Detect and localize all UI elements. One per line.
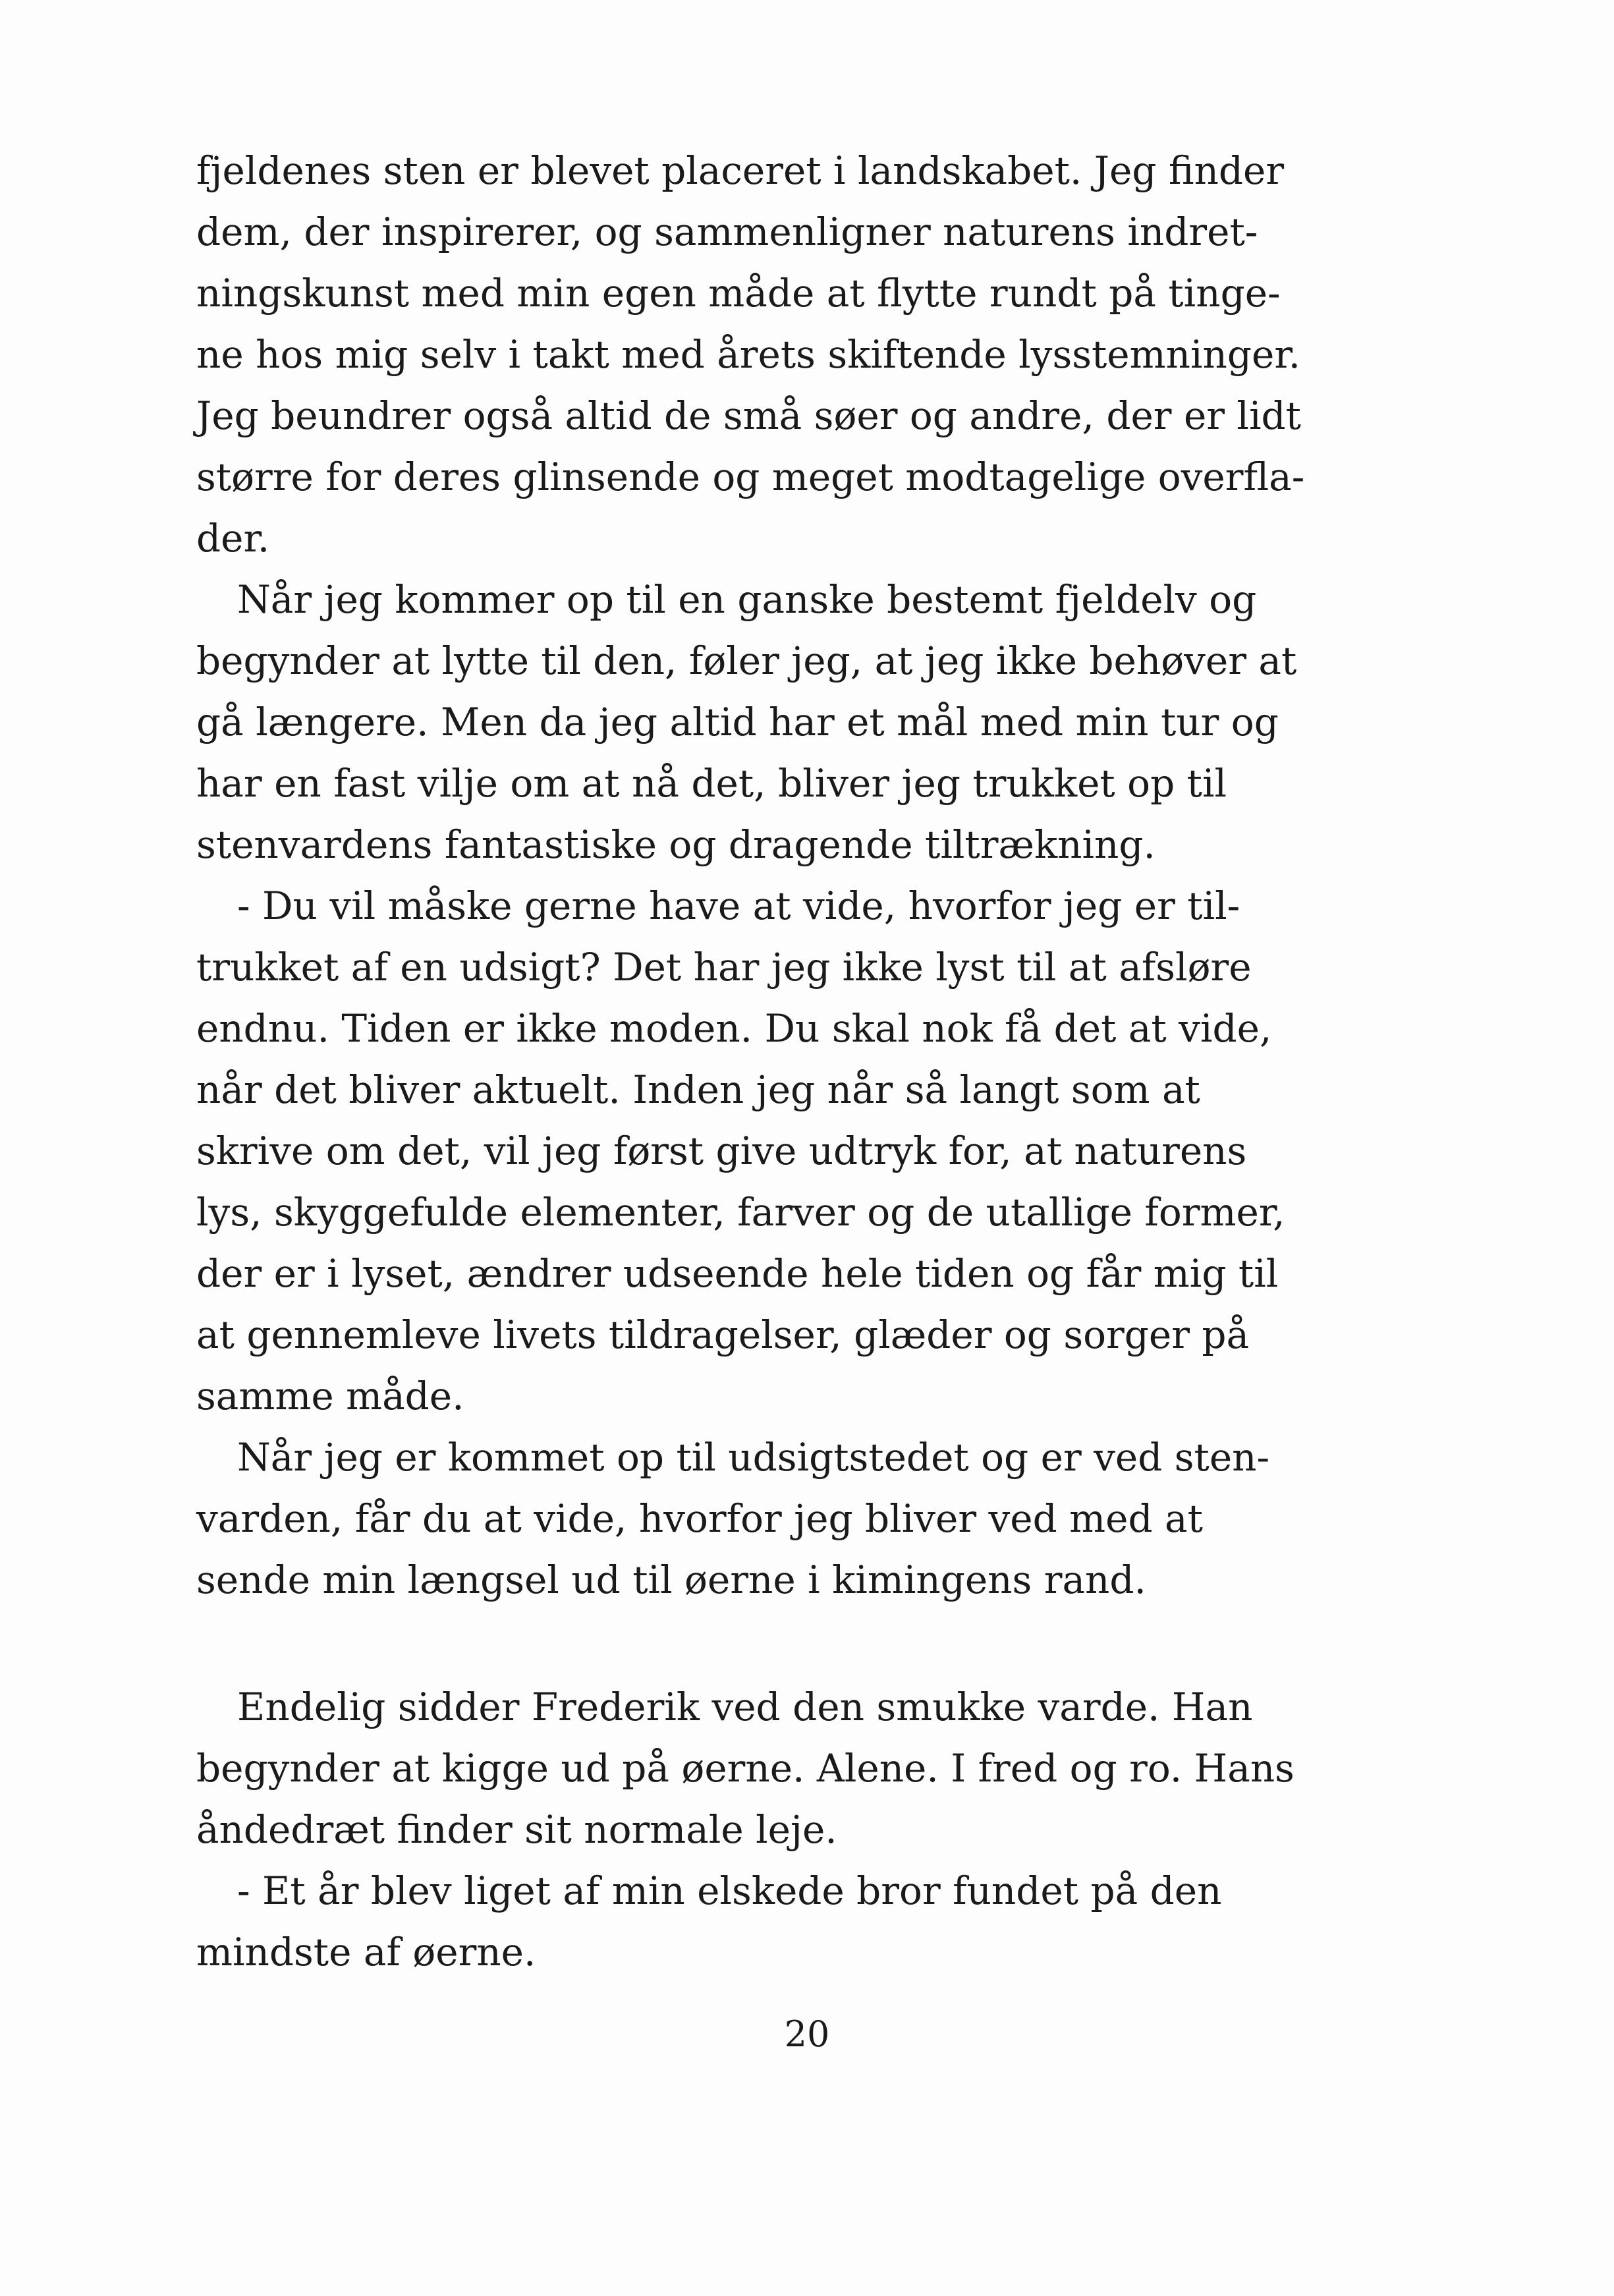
text-line: - Et år blev liget af min elskede bror fundet på den: [237, 1868, 1222, 1913]
text-line: Når jeg kommer op til en ganske bestemt fjeldelv og: [237, 577, 1257, 622]
text-line: Endelig sidder Frederik ved den smukke varde. Han: [237, 1685, 1253, 1729]
text-line: fjeldenes sten er blevet placeret i landskabet. Jeg finder: [196, 148, 1285, 193]
text-line: der.: [196, 516, 270, 561]
text-line: større for deres glinsende og meget modtagelige overfla-: [196, 455, 1305, 499]
text-line: samme måde.: [196, 1374, 464, 1418]
text-line: endnu. Tiden er ikke moden. Du skal nok få det at vide,: [196, 1006, 1272, 1051]
text-line: begynder at kigge ud på øerne. Alene. I fred og ro. Hans: [196, 1746, 1294, 1791]
text-line: trukket af en udsigt? Det har jeg ikke lyst til at afsløre: [196, 945, 1252, 990]
text-line: der er i lyset, ændrer udseende hele tiden og får mig til: [196, 1251, 1279, 1296]
text-line: lys, skyggefulde elementer, farver og de utallige former,: [196, 1190, 1285, 1235]
text-line: har en fast vilje om at nå det, bliver jeg trukket op til: [196, 761, 1227, 806]
text-section-1: [196, 140, 1305, 1611]
text-line: - Du vil måske gerne have at vide, hvorfor jeg er til-: [237, 883, 1240, 928]
text-line: gå længere. Men da jeg altid har et mål med min tur og: [196, 700, 1279, 744]
text-line: mindste af øerne.: [196, 1930, 536, 1974]
text-line: når det bliver aktuelt. Inden jeg når så langt som at: [196, 1067, 1200, 1112]
page-number: 20: [784, 2013, 830, 2055]
text-section-2: [196, 1677, 1294, 1983]
text-line: ne hos mig selv i takt med årets skiftende lysstemninger.: [196, 332, 1301, 377]
text-line: at gennemleve livets tildragelser, glæder og sorger på: [196, 1312, 1250, 1357]
text-line: Jeg beundrer også altid de små søer og andre, der er lidt: [196, 393, 1301, 438]
text-line: varden, får du at vide, hvorfor jeg bliver ved med at: [196, 1496, 1203, 1541]
text-line: skrive om det, vil jeg først give udtryk for, at naturens: [196, 1129, 1247, 1173]
text-line: ningskunst med min egen måde at flytte rundt på tinge-: [196, 271, 1281, 316]
text-line: stenvardens fantastiske og dragende tiltrækning.: [196, 822, 1155, 867]
text-line: dem, der inspirerer, og sammenligner naturens indret-: [196, 210, 1258, 254]
text-line: begynder at lytte til den, føler jeg, at jeg ikke behøver at: [196, 638, 1297, 683]
text-line: åndedræt finder sit normale leje.: [196, 1807, 837, 1852]
text-line: sende min længsel ud til øerne i kimingens rand.: [196, 1557, 1146, 1602]
text-line: Når jeg er kommet op til udsigtstedet og er ved sten-: [237, 1435, 1270, 1480]
